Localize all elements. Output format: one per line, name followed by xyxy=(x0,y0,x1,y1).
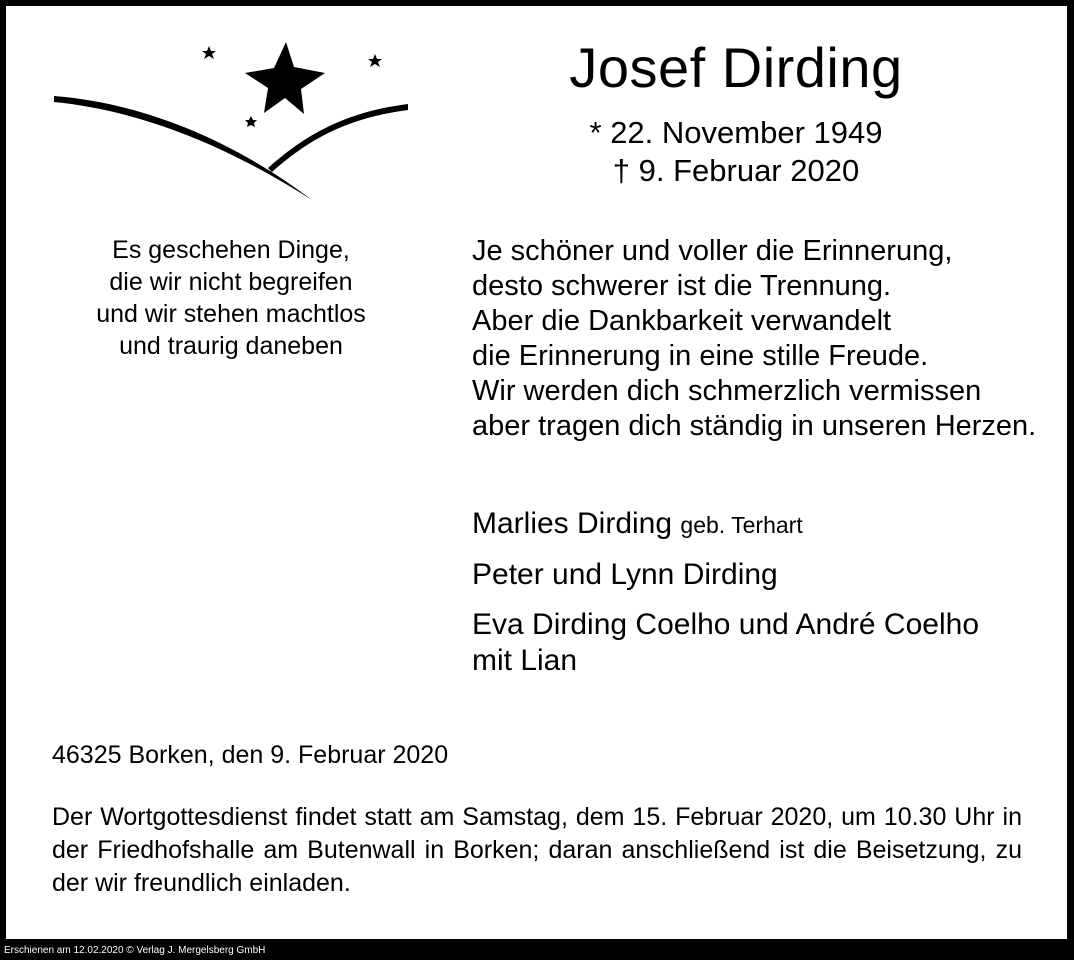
poem-line: Aber die Dankbarkeit verwandelt xyxy=(472,305,892,337)
place-and-date: 46325 Borken, den 9. Februar 2020 xyxy=(52,741,449,769)
maiden-name-note: geb. Terhart xyxy=(680,512,803,538)
poem-line: die wir nicht begreifen xyxy=(109,268,353,296)
family-row: mit Lian xyxy=(472,644,578,677)
small-star-icon xyxy=(245,116,257,127)
death-date: † 9. Februar 2020 xyxy=(612,153,860,188)
family-row xyxy=(472,506,1062,543)
small-star-icon xyxy=(202,46,216,59)
service-information: Der Wortgottesdienst findet statt am Samstag, dem 15. Februar 2020, um 10.30 Uhr in der Friedhofshalle am Butenwall in Borken; daran anschließend ist die Beisetzung, zu der wir freundlich einladen. xyxy=(52,803,1022,897)
right-poem xyxy=(472,234,1062,444)
deceased-name: Josef Dirding xyxy=(569,36,903,99)
publication-footer: Erschienen am 12.02.2020 © Verlag J. Mergelsberg GmbH xyxy=(4,945,266,956)
family-row: Peter und Lynn Dirding xyxy=(472,558,778,591)
family-row: Eva Dirding Coelho und André Coelho xyxy=(472,608,979,641)
poem-line: und wir stehen machtlos xyxy=(96,300,366,328)
birth-date: * 22. November 1949 xyxy=(589,115,883,150)
life-dates xyxy=(476,114,996,190)
poem-line: Wir werden dich schmerzlich vermissen xyxy=(472,375,982,407)
poem-line: desto schwerer ist die Trennung. xyxy=(472,270,892,302)
small-star-icon xyxy=(368,54,382,67)
poem-line: und traurig daneben xyxy=(119,332,343,360)
large-star-icon xyxy=(245,42,325,114)
left-poem xyxy=(46,234,416,362)
poem-line: die Erinnerung in eine stille Freude. xyxy=(472,340,929,372)
poem-line: Es geschehen Dinge, xyxy=(112,236,350,264)
obituary-notice xyxy=(6,6,1067,939)
swoosh-left xyxy=(54,96,312,200)
family-member-name: Marlies Dirding xyxy=(472,507,673,540)
family-signatures xyxy=(472,506,1062,693)
stars-and-swoosh-icon xyxy=(46,40,416,210)
poem-line: Je schöner und voller die Erinnerung, xyxy=(472,235,953,267)
swoosh-right xyxy=(268,104,408,172)
poem-line: aber tragen dich ständig in unseren Herzen. xyxy=(472,410,1037,442)
